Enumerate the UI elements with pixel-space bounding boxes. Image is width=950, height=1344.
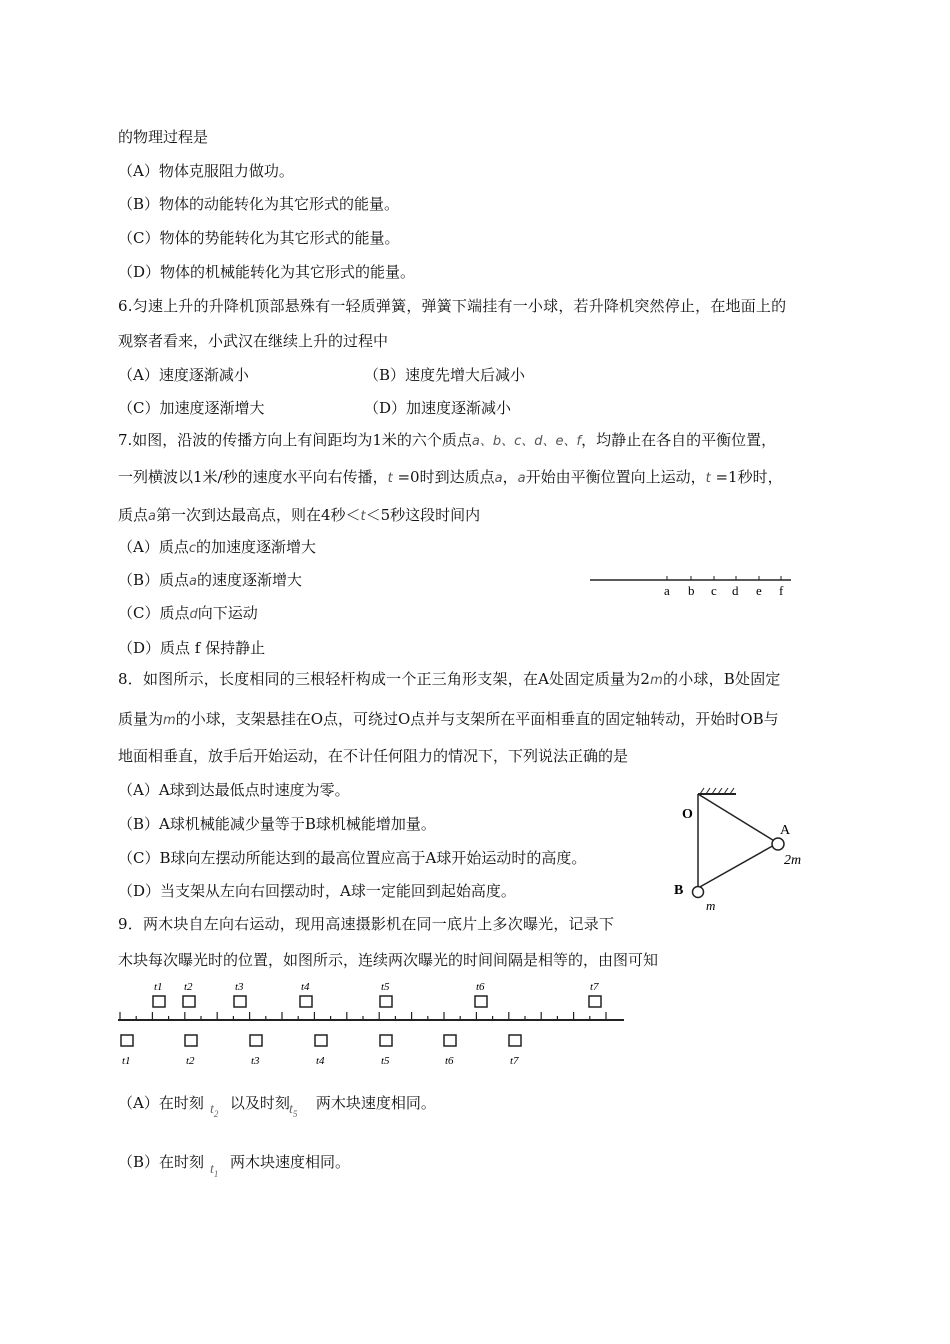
q7-label-c: c bbox=[711, 583, 717, 598]
q5-option-a: （A）物体克服阻力做功。 bbox=[118, 162, 294, 180]
q9-bottom-block-t4 bbox=[315, 1035, 327, 1046]
q8-ball-A bbox=[772, 838, 784, 850]
q5-option-c: （C）物体的势能转化为其它形式的能量。 bbox=[118, 229, 400, 247]
q9-bottom-block-t7 bbox=[509, 1035, 521, 1046]
q8-label-O: O bbox=[682, 807, 693, 822]
q8-triangle-figure bbox=[670, 784, 820, 914]
q8-label-A: A bbox=[780, 823, 791, 838]
q9-option-a: （A）在时刻 以及时刻 两木块速度相同。 bbox=[118, 1094, 436, 1112]
q9-option-a-time-t2: $t_2$ bbox=[210, 1102, 219, 1119]
q8-option-a: （A）A球到达最低点时速度为零。 bbox=[118, 781, 350, 799]
q9-top-block-t3 bbox=[234, 996, 246, 1007]
q9-top-label-t6: t6 bbox=[476, 981, 485, 993]
q8-ball-B bbox=[693, 887, 704, 898]
q7-stem-line2: 一列横波以1米/秒的速度水平向右传播，t =0时到达质点a，a开始由平衡位置向上运动，t =1秒时， bbox=[118, 468, 783, 486]
q7-points-list: a、b、c、d、e、f bbox=[471, 434, 582, 449]
q8-stem-line2: 质量为m的小球，支架悬挂在O点，可绕过O点并与支架所在平面相垂直的固定轴转动，开始时OB与 bbox=[118, 710, 779, 728]
q9-bottom-label-t1: t1 bbox=[122, 1055, 131, 1067]
q6-option-d: （D）加速度逐渐减小 bbox=[364, 399, 512, 417]
q8-rod-OA bbox=[698, 794, 776, 842]
q8-label-m: m bbox=[706, 898, 716, 913]
q7-option-b: （B）质点a的速度逐渐增大 bbox=[118, 571, 303, 589]
q9-top-label-t7: t7 bbox=[590, 981, 599, 993]
q9-stem-line2: 木块每次曝光时的位置，如图所示，连续两次曝光的时间间隔是相等的，由图可知 bbox=[118, 951, 659, 969]
q5-option-d: （D）物体的机械能转化为其它形式的能量。 bbox=[118, 263, 416, 281]
q6-option-a: （A）速度逐渐减小 bbox=[118, 366, 249, 384]
q8-stem-line3: 地面相垂直，放手后开始运动，在不计任何阻力的情况下，下列说法正确的是 bbox=[118, 747, 629, 765]
q9-bottom-label-t4: t4 bbox=[316, 1055, 325, 1067]
q9-option-b-time-t1: $t_1$ bbox=[210, 1162, 219, 1179]
q8-label-B: B bbox=[674, 883, 684, 898]
q7-option-d: （D）质点 f 保持静止 bbox=[118, 639, 266, 657]
q9-top-block-t4 bbox=[300, 996, 312, 1007]
q9-bottom-label-t3: t3 bbox=[251, 1055, 260, 1067]
q9-bottom-block-t2 bbox=[185, 1035, 197, 1046]
q9-bottom-block-t1 bbox=[121, 1035, 133, 1046]
q8-option-d: （D）当支架从左向右回摆动时，A球一定能回到起始高度。 bbox=[118, 882, 516, 900]
q9-exposure-figure bbox=[112, 976, 632, 1068]
q9-top-block-t5 bbox=[380, 996, 392, 1007]
q7-label-a: a bbox=[664, 583, 670, 598]
q9-bottom-block-t6 bbox=[444, 1035, 456, 1046]
q6-option-c: （C）加速度逐渐增大 bbox=[118, 399, 265, 417]
q8-option-b: （B）A球机械能减少量等于B球机械能增加量。 bbox=[118, 815, 436, 833]
q9-top-block-t1 bbox=[153, 996, 165, 1007]
q5-option-b: （B）物体的动能转化为其它形式的能量。 bbox=[118, 195, 400, 213]
q7-label-b: b bbox=[688, 583, 695, 598]
q9-top-label-t4: t4 bbox=[301, 981, 310, 993]
q9-top-block-t7 bbox=[589, 996, 601, 1007]
q9-bottom-block-t3 bbox=[250, 1035, 262, 1046]
q8-label-2m: 2m bbox=[784, 853, 802, 868]
q9-option-a-time-t5: $t_5$ bbox=[289, 1102, 298, 1119]
q7-wave-points-figure bbox=[585, 568, 800, 600]
q9-scale-ticks bbox=[120, 1012, 606, 1020]
q8-option-c: （C）B球向左摆动所能达到的最高位置应高于A球开始运动时的高度。 bbox=[118, 849, 587, 867]
q9-top-label-t1: t1 bbox=[154, 981, 163, 993]
q7-label-e: e bbox=[756, 583, 762, 598]
q7-option-a: （A）质点c的加速度逐渐增大 bbox=[118, 538, 317, 556]
q9-bottom-label-t7: t7 bbox=[510, 1055, 519, 1067]
q9-top-label-t5: t5 bbox=[381, 981, 390, 993]
q9-top-label-t2: t2 bbox=[184, 981, 193, 993]
q9-bottom-label-t6: t6 bbox=[445, 1055, 454, 1067]
q5-stem-tail: 的物理过程是 bbox=[118, 128, 209, 146]
q6-option-b: （B）速度先增大后减小 bbox=[364, 366, 526, 384]
q9-top-label-t3: t3 bbox=[235, 981, 244, 993]
q9-bottom-label-t5: t5 bbox=[381, 1055, 390, 1067]
q9-top-block-t6 bbox=[475, 996, 487, 1007]
q7-stem-line3: 质点a第一次到达最高点，则在4秒＜t＜5秒这段时间内 bbox=[118, 506, 481, 524]
q9-stem-line1: 9．两木块自左向右运动，现用高速摄影机在同一底片上多次曝光，记录下 bbox=[118, 915, 615, 933]
q6-stem-line1: 6.匀速上升的升降机顶部悬殊有一轻质弹簧，弹簧下端挂有一小球，若升降机突然停止，在地面上的 bbox=[118, 297, 787, 315]
q7-label-f: f bbox=[779, 583, 784, 598]
q7-option-c: （C）质点d向下运动 bbox=[118, 604, 258, 622]
q7-stem-line1: 7.如图，沿波的传播方向上有间距均为1米的六个质点a、b、c、d、e、f，均静止在各自的平衡位置， bbox=[118, 431, 777, 449]
q8-rod-AB bbox=[698, 844, 776, 888]
q9-bottom-label-t2: t2 bbox=[186, 1055, 195, 1067]
q9-option-b: （B）在时刻 两木块速度相同。 bbox=[118, 1153, 351, 1171]
q6-stem-line2: 观察者看来，小武汉在继续上升的过程中 bbox=[118, 332, 389, 350]
q9-bottom-block-t5 bbox=[380, 1035, 392, 1046]
q9-top-block-t2 bbox=[183, 996, 195, 1007]
q8-stem-line1: 8．如图所示，长度相同的三根轻杆构成一个正三角形支架，在A处固定质量为2m的小球，B处固定 bbox=[118, 670, 781, 688]
q7-label-d: d bbox=[732, 583, 739, 598]
